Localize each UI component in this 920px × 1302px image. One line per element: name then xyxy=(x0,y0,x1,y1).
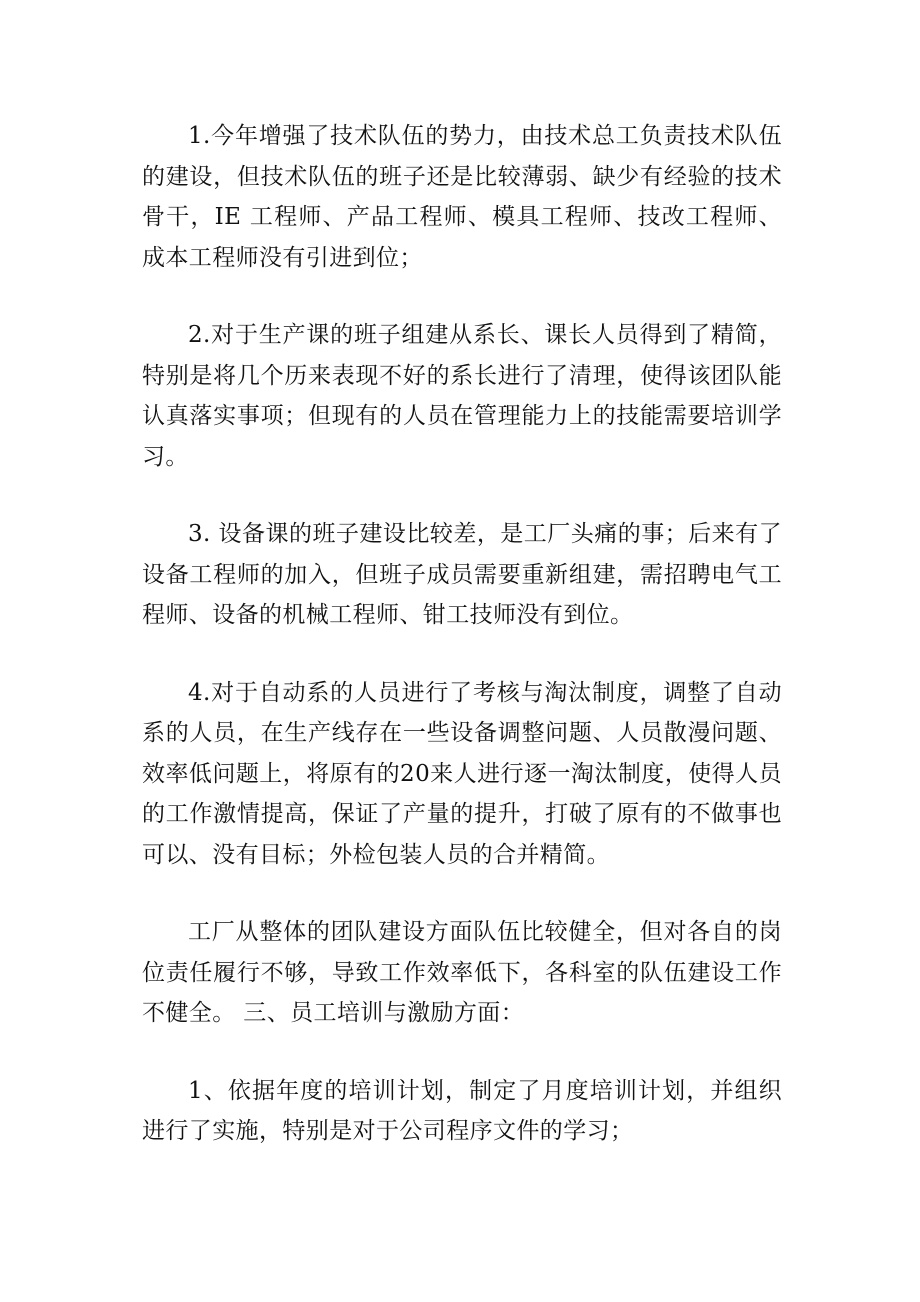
paragraph-training-plan: 1、依据年度的培训计划，制定了月度培训计划，并组织进行了实施，特别是对于公司程序文件的学习； xyxy=(142,1077,782,1144)
paragraph-tech-team: 1.今年增强了技术队伍的势力，由技术总工负责技术队伍的建设，但技术队伍的班子还是比较薄弱、缺少有经验的技术骨干，IE 工程师、产品工程师、模具工程师、技改工程师、成本工程师没有引进到位； xyxy=(142,123,782,271)
paragraph-production-team: 2.对于生产课的班子组建从系长、课长人员得到了精简，特别是将几个历来表现不好的系长进行了清理，使得该团队能认真落实事项；但现有的人员在管理能力上的技能需要培训学习。 xyxy=(142,322,782,470)
paragraph-equipment-team: 3. 设备课的班子建设比较差，是工厂头痛的事；后来有了设备工程师的加入，但班子成员需要重新组建，需招聘电气工程师、设备的机械工程师、钳工技师没有到位。 xyxy=(142,521,782,628)
document-body xyxy=(142,116,782,1189)
paragraph-team-summary: 工厂从整体的团队建设方面队伍比较健全，但对各自的岗位责任履行不够，导致工作效率低下，各科室的队伍建设工作不健全。 三、员工培训与激励方面： xyxy=(142,919,782,1026)
paragraph-automation-staff: 4.对于自动系的人员进行了考核与淘汰制度，调整了自动系的人员，在生产线存在一些设备调整问题、人员散漫问题、效率低问题上，将原有的20来人进行逐一淘汰制度，使得人员的工作激情提高，保证了产量的提升，打破了原有的不做事也可以、没有目标；外检包装人员的合并精简。 xyxy=(142,679,782,868)
